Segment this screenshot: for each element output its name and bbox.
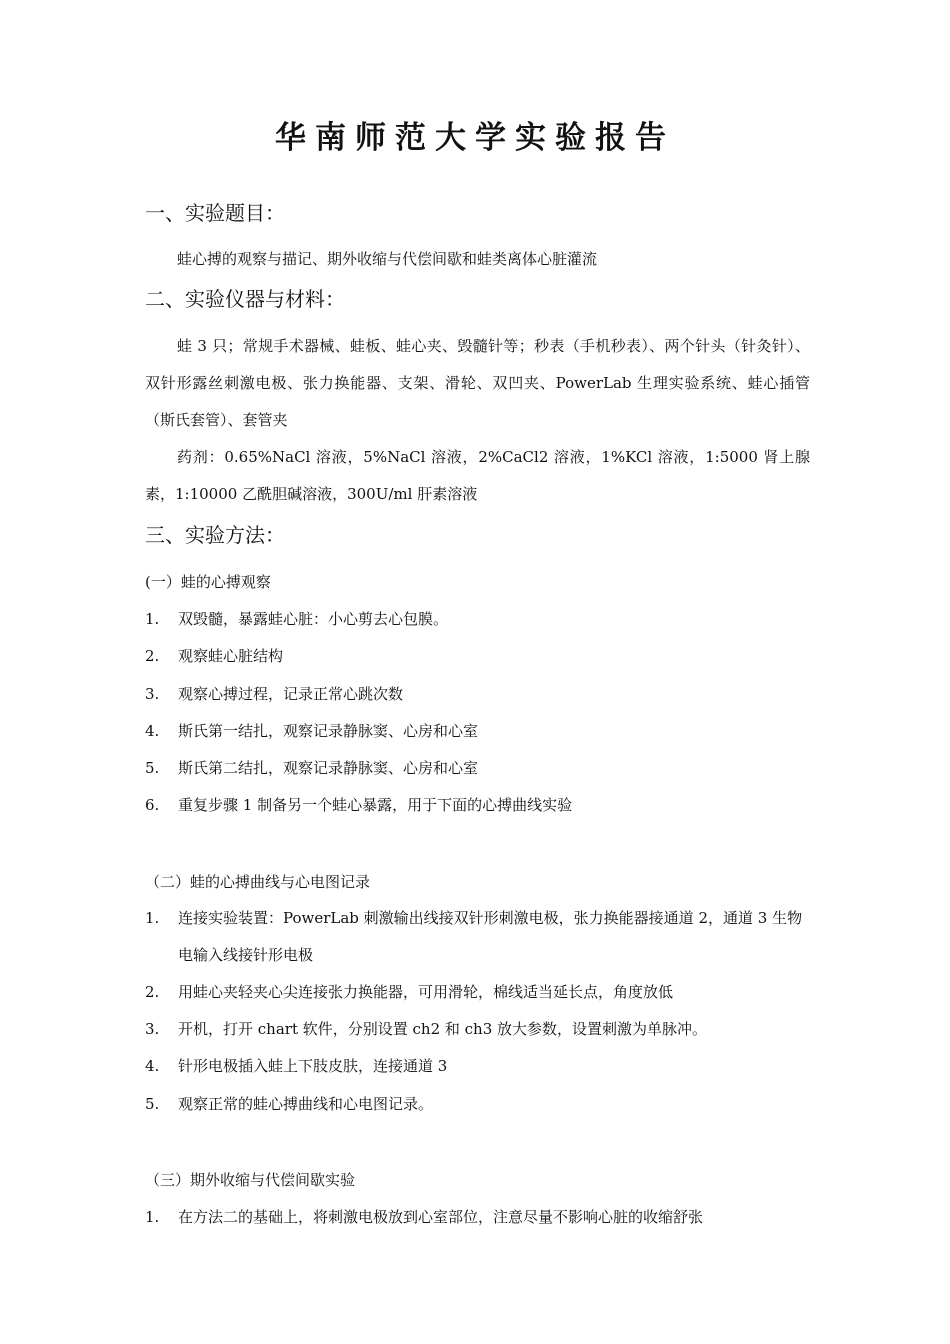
report-title: 华南师范大学实验报告 <box>275 120 675 156</box>
list-item <box>145 713 815 750</box>
section-heading-methods: 三、实验方法： <box>145 523 285 547</box>
list-item-number: 1. <box>145 909 160 927</box>
list-item-number: 2. <box>145 983 160 1001</box>
method-part-3-title: （三）期外收缩与代偿间歇实验 <box>145 1171 356 1189</box>
list-item <box>145 1199 815 1236</box>
list-item-number: 1. <box>145 1208 160 1226</box>
section-heading-materials: 二、实验仪器与材料： <box>145 287 345 311</box>
method-part-2-title: （二）蛙的心搏曲线与心电图记录 <box>145 873 371 891</box>
list-item <box>145 1048 815 1085</box>
list-item-text: 斯氏第一结扎，观察记录静脉窦、心房和心室 <box>178 722 479 740</box>
list-item-number: 3. <box>145 685 160 703</box>
list-item-number: 5. <box>145 1095 160 1113</box>
list-item-number: 4. <box>145 722 160 740</box>
list-item-text: 针形电极插入蛙上下肢皮肤，连接通道 3 <box>178 1057 448 1075</box>
list-item-text: 双毁髓，暴露蛙心脏：小心剪去心包膜。 <box>178 610 449 628</box>
list-item <box>145 601 815 638</box>
reagents-paragraph: 药剂：0.65%NaCl 溶液，5%NaCl 溶液，2%CaCl2 溶液，1%KCl 溶液，1:5000 肾上腺素，1:10000 乙酰胆碱溶液，300U/ml 肝素溶液 <box>145 448 810 503</box>
method-part-1-title: (一）蛙的心搏观察 <box>145 573 271 591</box>
list-item <box>145 750 815 787</box>
list-item-number: 4. <box>145 1057 160 1075</box>
list-item-text: 观察正常的蛙心搏曲线和心电图记录。 <box>178 1095 434 1113</box>
list-item <box>145 900 815 974</box>
list-item-text: 观察蛙心脏结构 <box>178 647 284 665</box>
list-item-text: 观察心搏过程，记录正常心跳次数 <box>178 685 404 703</box>
list-item <box>145 1086 815 1123</box>
list-item-number: 3. <box>145 1020 160 1038</box>
list-item-number: 5. <box>145 759 160 777</box>
list-item <box>145 974 815 1011</box>
list-item-text: 斯氏第二结扎，观察记录静脉窦、心房和心室 <box>178 759 479 777</box>
materials-paragraph: 蛙 3 只；常规手术器械、蛙板、蛙心夹、毁髓针等；秒表（手机秒表）、两个针头（针灸针）、双针形露丝刺激电极、张力换能器、支架、滑轮、双凹夹、PowerLab 生理实验系统、蛙心插管（斯氏套管）、套管夹 <box>145 337 810 429</box>
list-item-text: 在方法二的基础上，将刺激电极放到心室部位，注意尽量不影响心脏的收缩舒张 <box>178 1208 704 1226</box>
experiment-topic-text: 蛙心搏的观察与描记、期外收缩与代偿间歇和蛙类离体心脏灌流 <box>177 250 598 268</box>
list-item-number: 1. <box>145 610 160 628</box>
list-item <box>145 676 815 713</box>
list-item-text: 开机，打开 chart 软件，分别设置 ch2 和 ch3 放大参数，设置刺激为单脉冲。 <box>178 1020 708 1038</box>
list-item-number: 2. <box>145 647 160 665</box>
list-item <box>145 638 815 675</box>
section-heading-topic: 一、实验题目： <box>145 201 285 225</box>
list-item-text: 用蛙心夹轻夹心尖连接张力换能器，可用滑轮，棉线适当延长点，角度放低 <box>178 983 674 1001</box>
list-item-text: 重复步骤 1 制备另一个蛙心暴露，用于下面的心搏曲线实验 <box>178 796 573 814</box>
list-item-number: 6. <box>145 796 160 814</box>
list-item-text: 连接实验装置：PowerLab 刺激输出线接双针形刺激电极，张力换能器接通道 2，通道 3 生物电输入线接针形电极 <box>178 909 803 964</box>
list-item <box>145 787 815 824</box>
list-item <box>145 1011 815 1048</box>
